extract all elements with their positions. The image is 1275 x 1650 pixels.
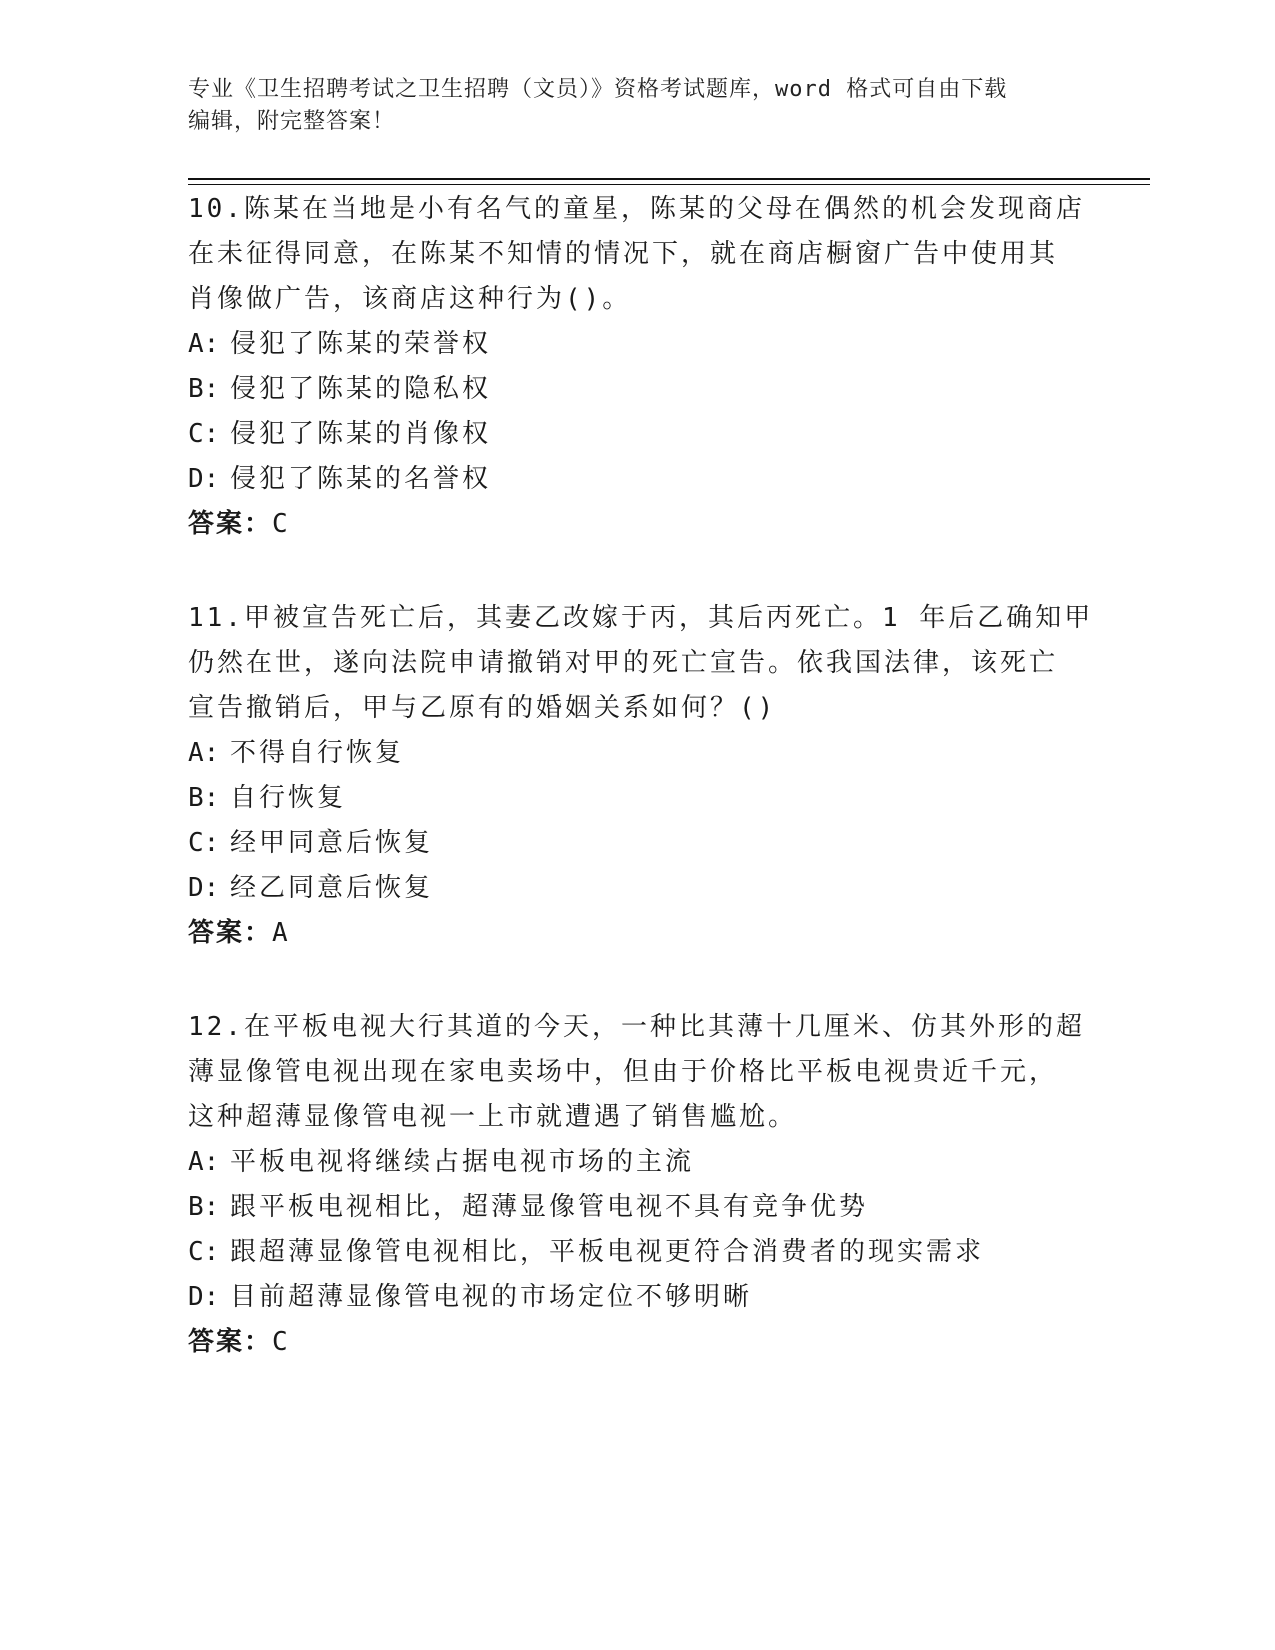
answer-label: 答案： xyxy=(188,1327,273,1357)
option-text: 平板电视将继续占据电视市场的主流 xyxy=(230,1147,695,1177)
option-text: 侵犯了陈某的荣誉权 xyxy=(230,329,492,359)
option-d xyxy=(188,866,1088,911)
option-text: 侵犯了陈某的名誉权 xyxy=(230,464,492,494)
question-stem-line: 12.在平板电视大行其道的今天，一种比其薄十几厘米、仿其外形的超 xyxy=(188,1012,1085,1042)
question-stem-line: 肖像做广告，该商店这种行为()。 xyxy=(188,284,632,314)
header-rule-thin xyxy=(188,184,1150,185)
question-12 xyxy=(188,1005,1088,1365)
option-key: D: xyxy=(188,1282,220,1312)
option-b xyxy=(188,367,1088,412)
option-text: 自行恢复 xyxy=(230,783,347,813)
option-text: 侵犯了陈某的肖像权 xyxy=(230,419,492,449)
option-key: A: xyxy=(188,738,220,768)
option-key: A: xyxy=(188,329,220,359)
option-key: D: xyxy=(188,464,220,494)
answer-value: C xyxy=(272,509,290,539)
option-a xyxy=(188,1140,1088,1185)
option-c xyxy=(188,821,1088,866)
option-key: C: xyxy=(188,419,220,449)
question-stem-line: 11.甲被宣告死亡后，其妻乙改嫁于丙，其后丙死亡。1 年后乙确知甲 xyxy=(188,603,1094,633)
question-stem-line: 10.陈某在当地是小有名气的童星，陈某的父母在偶然的机会发现商店 xyxy=(188,194,1085,224)
answer-label: 答案： xyxy=(188,509,273,539)
option-key: C: xyxy=(188,1237,220,1267)
option-key: B: xyxy=(188,374,220,404)
document-header xyxy=(188,74,1088,138)
answer-value: A xyxy=(272,918,290,948)
option-b xyxy=(188,1185,1088,1230)
option-c xyxy=(188,412,1088,457)
answer-label: 答案： xyxy=(188,918,273,948)
option-key: C: xyxy=(188,828,220,858)
header-line-2: 编辑，附完整答案！ xyxy=(188,109,396,134)
option-a xyxy=(188,322,1088,367)
option-text: 跟平板电视相比，超薄显像管电视不具有竞争优势 xyxy=(230,1192,869,1222)
option-key: B: xyxy=(188,1192,220,1222)
answer-line xyxy=(188,502,1088,547)
option-d xyxy=(188,457,1088,502)
option-a xyxy=(188,731,1088,776)
question-stem-line: 这种超薄显像管电视一上市就遭遇了销售尴尬。 xyxy=(188,1102,798,1132)
option-d xyxy=(188,1275,1088,1320)
option-key: D: xyxy=(188,873,220,903)
question-11 xyxy=(188,596,1094,956)
header-rule-thick xyxy=(188,178,1150,180)
question-stem-line: 仍然在世，遂向法院申请撤销对甲的死亡宣告。依我国法律，该死亡 xyxy=(188,648,1059,678)
option-key: B: xyxy=(188,783,220,813)
question-10 xyxy=(188,187,1088,547)
question-stem-line: 宣告撤销后，甲与乙原有的婚姻关系如何？() xyxy=(188,693,777,723)
answer-line xyxy=(188,911,1088,956)
option-text: 目前超薄显像管电视的市场定位不够明晰 xyxy=(230,1282,753,1312)
answer-value: C xyxy=(272,1327,290,1357)
option-c xyxy=(188,1230,1088,1275)
answer-line xyxy=(188,1320,1088,1365)
question-stem-line: 薄显像管电视出现在家电卖场中，但由于价格比平板电视贵近千元， xyxy=(188,1057,1059,1087)
option-b xyxy=(188,776,1088,821)
option-text: 跟超薄显像管电视相比，平板电视更符合消费者的现实需求 xyxy=(230,1237,985,1267)
question-stem-line: 在未征得同意，在陈某不知情的情况下，就在商店橱窗广告中使用其 xyxy=(188,239,1059,269)
header-line-1: 专业《卫生招聘考试之卫生招聘（文员）》资格考试题库，word 格式可自由下载 xyxy=(188,77,1008,102)
option-text: 不得自行恢复 xyxy=(230,738,405,768)
option-text: 经乙同意后恢复 xyxy=(230,873,434,903)
option-key: A: xyxy=(188,1147,220,1177)
option-text: 经甲同意后恢复 xyxy=(230,828,434,858)
option-text: 侵犯了陈某的隐私权 xyxy=(230,374,492,404)
